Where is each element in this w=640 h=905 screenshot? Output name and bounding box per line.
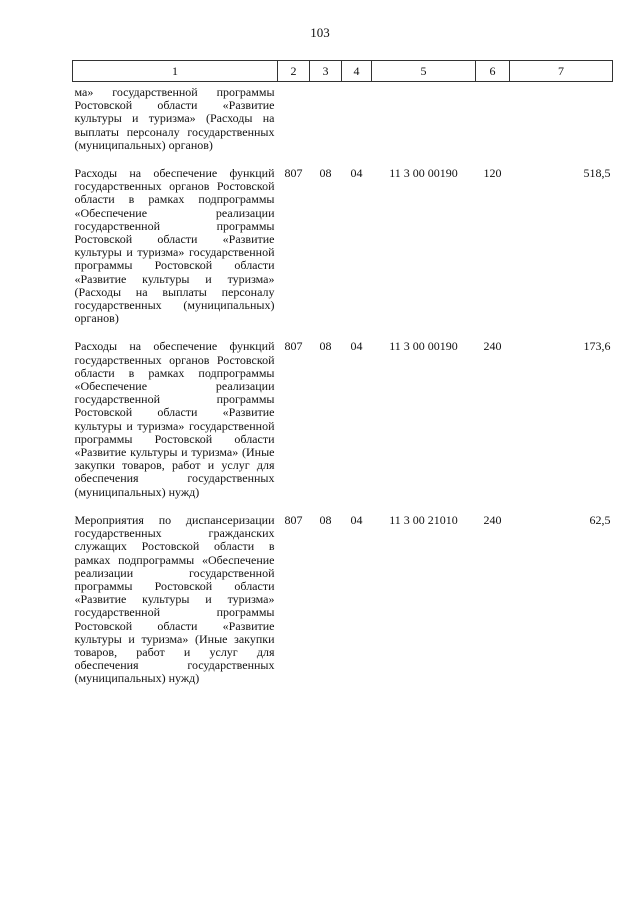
row-col5: 11 3 00 00190 (389, 166, 458, 181)
budget-table (72, 60, 613, 701)
column-header-5: 5 (372, 61, 476, 82)
row-col4: 04 (350, 512, 363, 527)
row-col3: 08 (319, 166, 332, 181)
column-header-7: 7 (510, 61, 613, 82)
row-description: Мероприятия по диспансеризации государственных гражданских служащих Ростовской области в рамках подпрограммы «Обеспечение реализации государственной программы Ростовской области «Развитие культуры и туризма» государственной программы Ростовской области «Развитие культуры и туризма» (Иные закупки товаров, работ и услуг для обеспечения государственных (муниципальных) нужд) (74, 512, 275, 686)
row-description: ма» государственной программы Ростовской области «Развитие культуры и туризма» (Расходы на выплаты персоналу государственных (муниципальных) органов) (74, 85, 275, 152)
row-col2 (278, 82, 310, 168)
row-col2: 807 (284, 166, 303, 181)
page-number: 103 (310, 25, 330, 40)
row-col2: 807 (284, 512, 303, 527)
column-header-3: 3 (310, 61, 342, 82)
row-col6: 240 (483, 512, 502, 527)
row-col7: 518,5 (583, 166, 611, 181)
row-col4 (342, 82, 372, 168)
row-col4: 04 (350, 339, 363, 354)
table-row (73, 167, 613, 340)
row-col6: 240 (483, 339, 502, 354)
column-header-4: 4 (342, 61, 372, 82)
row-col3 (310, 82, 342, 168)
column-header-2: 2 (278, 61, 310, 82)
table-header-row (73, 61, 613, 82)
column-header-6: 6 (476, 61, 510, 82)
row-col5: 11 3 00 00190 (389, 339, 458, 354)
row-col2: 807 (284, 339, 303, 354)
row-description: Расходы на обеспечение функций государственных органов Ростовской области в рамках подпрограммы «Обеспечение реализации государственной программы Ростовской области «Развитие культуры и туризма» государственной программы Ростовской области «Развитие культуры и туризма» (Расходы на выплаты персоналу государственных (муниципальных) органов) (74, 166, 275, 326)
row-col7: 62,5 (589, 512, 611, 527)
row-col3: 08 (319, 339, 332, 354)
row-col7: 173,6 (583, 339, 611, 354)
row-col4: 04 (350, 166, 363, 181)
row-col5: 11 3 00 21010 (389, 512, 458, 527)
row-col6 (476, 82, 510, 168)
table-row (73, 82, 613, 168)
row-col6: 120 (483, 166, 502, 181)
table-row (73, 340, 613, 513)
table-row (73, 514, 613, 701)
row-col5 (372, 82, 476, 168)
row-col3: 08 (319, 512, 332, 527)
column-header-1: 1 (73, 61, 278, 82)
row-col7 (510, 82, 613, 168)
row-description: Расходы на обеспечение функций государственных органов Ростовской области в рамках подпрограммы «Обеспечение реализации государственной программы Ростовской области «Развитие культуры и туризма» государственной программы Ростовской области «Развитие культуры и туризма» (Иные закупки товаров, работ и услуг для обеспечения государственных (муниципальных) нужд) (74, 339, 275, 499)
